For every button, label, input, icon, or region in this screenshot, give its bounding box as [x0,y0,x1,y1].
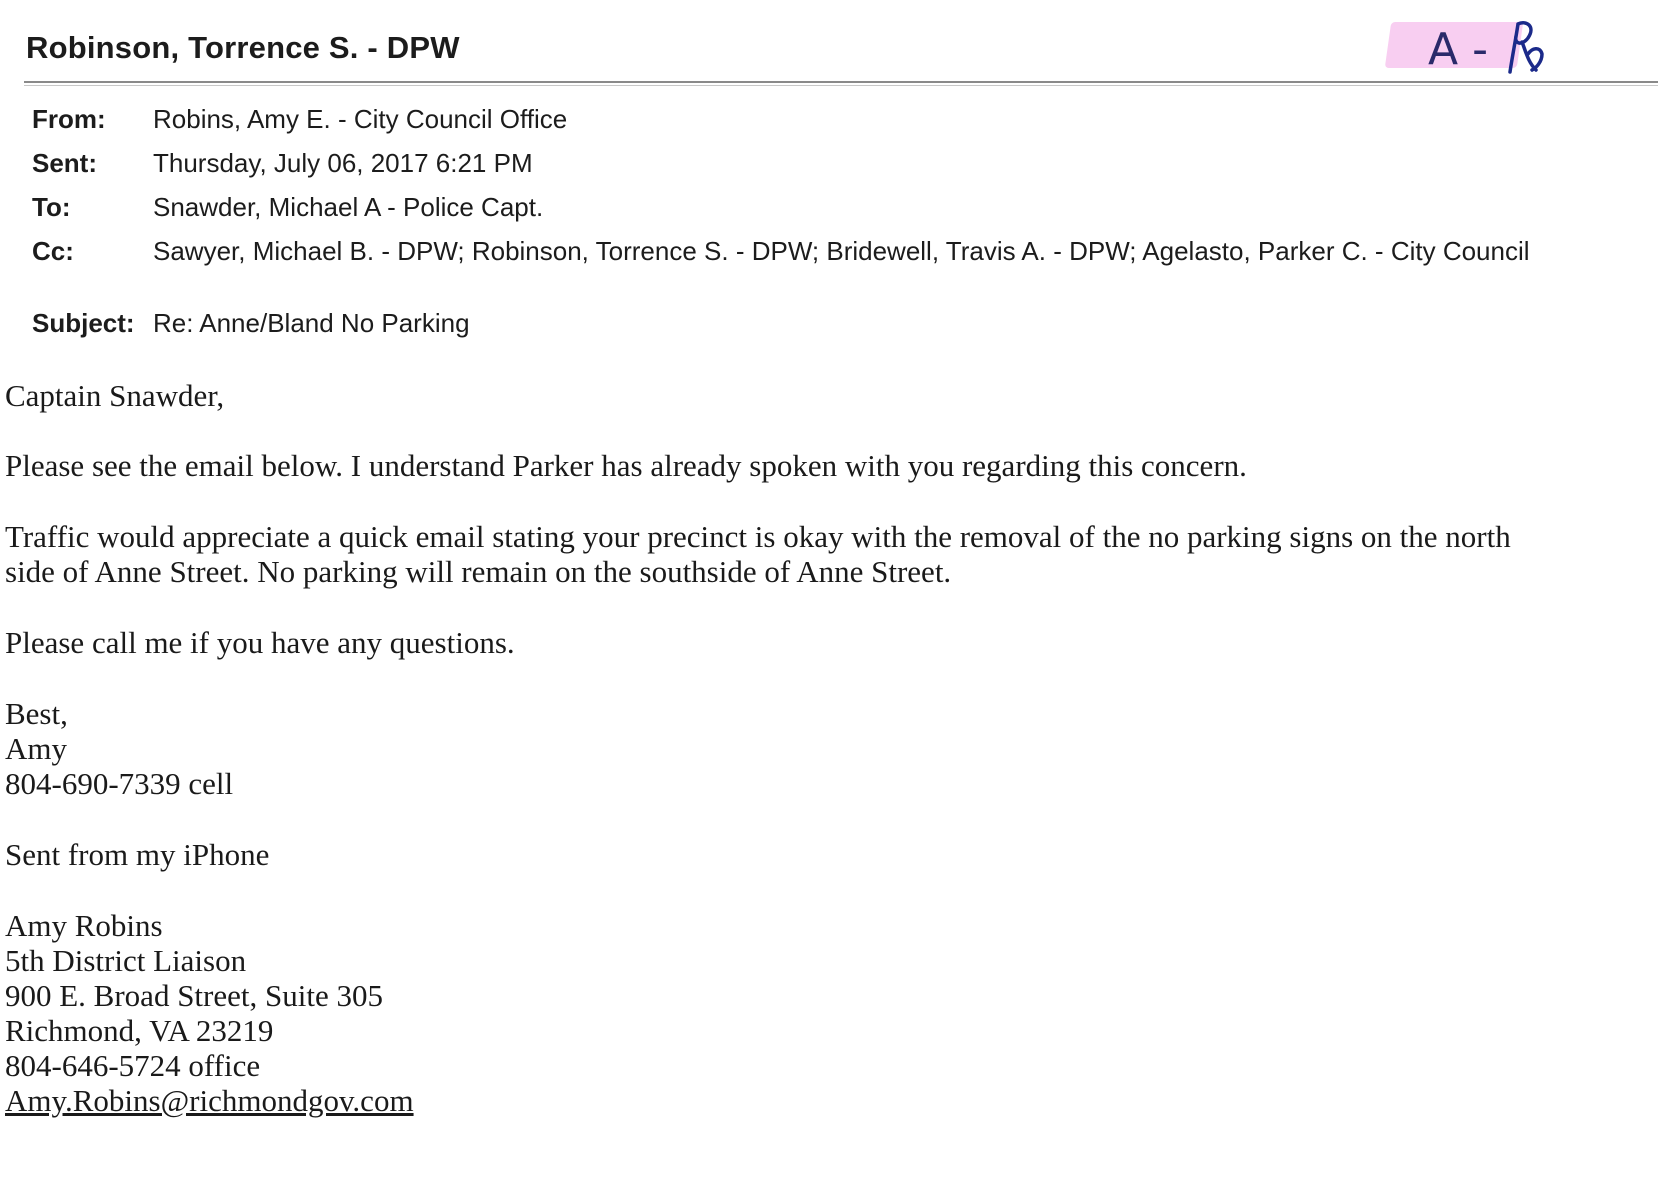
paragraph-2-line-2: side of Anne Street. No parking will remain on the southside of Anne Street. [5,554,952,589]
sent-from-note: Sent from my iPhone [5,837,270,872]
handwritten-stamp [1388,12,1538,92]
closing: Best, [5,696,68,731]
signature-address: 900 E. Broad Street, Suite 305 [5,978,383,1013]
signature-title: 5th District Liaison [5,943,247,978]
signature-name: Amy Robins [5,908,163,943]
sign-cell-phone: 804-690-7339 cell [5,766,234,801]
paragraph-1: Please see the email below. I understand Parker has already spoken with you regarding this concern. [5,448,1247,483]
subject-value: Re: Anne/Bland No Parking [153,308,470,338]
from-label: From: [32,104,106,134]
mailbox-owner-title: Robinson, Torrence S. - DPW [26,30,460,65]
paragraph-2-line-1: Traffic would appreciate a quick email stating your precinct is okay with the removal of the no parking signs on the north [5,519,1511,554]
subject-label: Subject: [32,308,135,338]
sign-name: Amy [5,731,67,766]
cc-value: Sawyer, Michael B. - DPW; Robinson, Torrence S. - DPW; Bridewell, Travis A. - DPW; Agelasto, Parker C. - City Council [153,236,1530,266]
handwritten-initial-icon [1502,18,1546,80]
signature-email-link[interactable]: Amy.Robins@richmondgov.com [5,1083,414,1118]
to-value: Snawder, Michael A - Police Capt. [153,192,544,222]
stamp-text: A - [1428,24,1502,75]
sent-value: Thursday, July 06, 2017 6:21 PM [153,148,533,178]
cc-label: Cc: [32,236,74,266]
signature-city: Richmond, VA 23219 [5,1013,274,1048]
from-value: Robins, Amy E. - City Council Office [153,104,568,134]
sent-label: Sent: [32,148,97,178]
signature-office-phone: 804-646-5724 office [5,1048,261,1083]
to-label: To: [32,192,71,222]
greeting: Captain Snawder, [5,378,225,413]
paragraph-3: Please call me if you have any questions. [5,625,515,660]
